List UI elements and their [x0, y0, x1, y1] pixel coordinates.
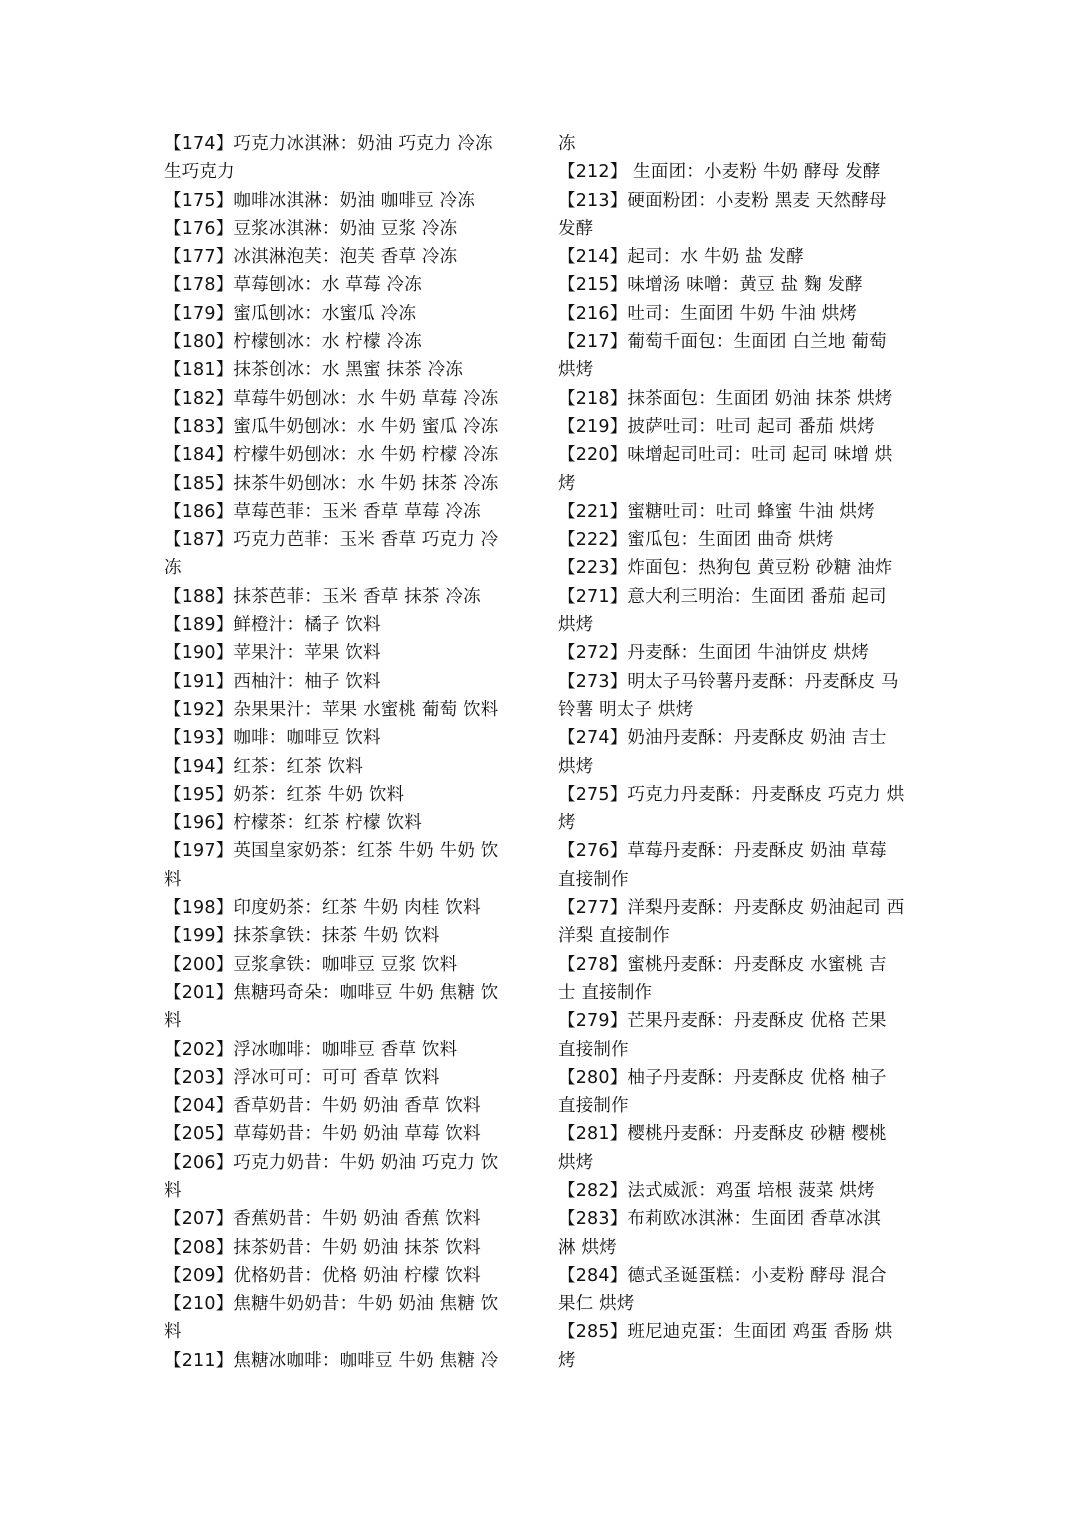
text-line: 【218】抹茶面包：生面团 奶油 抹茶 烘烤: [558, 388, 893, 409]
left-column: [164, 130, 534, 1375]
text-line: 直接制作: [558, 869, 629, 890]
text-line: 料: [164, 1322, 182, 1343]
text-line: 【196】柠檬茶：红茶 柠檬 饮料: [164, 813, 422, 834]
text-line: 烘烤: [558, 615, 594, 636]
text-line: 料: [164, 869, 182, 890]
text-line: 【184】柠檬牛奶刨冰：水 牛奶 柠檬 冷冻: [164, 445, 499, 466]
text-line: 【281】樱桃丹麦酥：丹麦酥皮 砂糖 樱桃: [558, 1124, 887, 1145]
text-line: 士 直接制作: [558, 982, 653, 1003]
text-line: 【180】柠檬刨冰：水 柠檬 冷冻: [164, 332, 422, 353]
text-line: 【215】味增汤 味噌：黄豆 盐 麴 发酵: [558, 275, 863, 296]
text-line: 料: [164, 1011, 182, 1032]
text-line: 【175】咖啡冰淇淋：奶油 咖啡豆 冷冻: [164, 190, 476, 211]
text-line: 【205】草莓奶昔：牛奶 奶油 草莓 饮料: [164, 1124, 481, 1145]
text-line: 【190】苹果汁：苹果 饮料: [164, 643, 381, 664]
text-line: 【275】巧克力丹麦酥：丹麦酥皮 巧克力 烘: [558, 784, 905, 805]
text-line: 【274】奶油丹麦酥：丹麦酥皮 奶油 吉士: [558, 728, 887, 749]
text-line: 洋梨 直接制作: [558, 926, 670, 947]
text-line: 【174】巧克力冰淇淋：奶油 巧克力 冷冻: [164, 134, 493, 154]
text-line: 【194】红茶：红茶 饮料: [164, 756, 364, 777]
text-line: 【214】起司：水 牛奶 盐 发酵: [558, 247, 804, 268]
text-line: 【220】味增起司吐司：吐司 起司 味增 烘: [558, 445, 893, 466]
text-line: 【213】硬面粉团：小麦粉 黑麦 天然酵母: [558, 190, 887, 211]
text-line: 【219】披萨吐司：吐司 起司 番茄 烘烤: [558, 416, 875, 437]
text-line: 【178】草莓刨冰：水 草莓 冷冻: [164, 275, 422, 296]
text-line: 【203】浮冰可可：可可 香草 饮料: [164, 1067, 440, 1088]
text-line: 【273】明太子马铃薯丹麦酥：丹麦酥皮 马: [558, 671, 899, 692]
text-line: 【197】英国皇家奶茶：红茶 牛奶 牛奶 饮: [164, 841, 499, 862]
text-line: 【176】豆浆冰淇淋：奶油 豆浆 冷冻: [164, 218, 458, 239]
text-line: 【222】蜜瓜包：生面团 曲奇 烘烤: [558, 530, 834, 551]
text-line: 【217】葡萄千面包：生面团 白兰地 葡萄: [558, 332, 887, 353]
right-column: [558, 130, 928, 1375]
text-line: 烘烤: [558, 1152, 594, 1173]
text-line: 【200】豆浆拿铁：咖啡豆 豆浆 饮料: [164, 954, 458, 975]
text-line: 【280】柚子丹麦酥：丹麦酥皮 优格 柚子: [558, 1067, 887, 1088]
text-line: 【285】班尼迪克蛋：生面团 鸡蛋 香肠 烘: [558, 1322, 893, 1343]
text-line: 【210】焦糖牛奶奶昔：牛奶 奶油 焦糖 饮: [164, 1294, 499, 1315]
text-line: 【216】吐司：生面团 牛奶 牛油 烘烤: [558, 303, 858, 324]
text-line: 【272】丹麦酥：生面团 牛油饼皮 烘烤: [558, 643, 870, 664]
text-line: 生巧克力: [164, 162, 235, 183]
text-line: 直接制作: [558, 1096, 629, 1117]
text-line: 【189】鲜橙汁：橘子 饮料: [164, 615, 381, 636]
text-line: 直接制作: [558, 1039, 629, 1060]
text-line: 【182】草莓牛奶刨冰：水 牛奶 草莓 冷冻: [164, 388, 499, 409]
text-line: 【278】蜜桃丹麦酥：丹麦酥皮 水蜜桃 吉: [558, 954, 887, 975]
text-line: 烘烤: [558, 756, 594, 777]
text-line: 【211】焦糖冰咖啡：咖啡豆 牛奶 焦糖 冷: [164, 1350, 499, 1371]
text-line: 【179】蜜瓜刨冰：水蜜瓜 冷冻: [164, 303, 417, 324]
text-line: 烤: [558, 473, 576, 494]
text-line: 【208】抹茶奶昔：牛奶 奶油 抹茶 饮料: [164, 1237, 481, 1258]
text-line: 【221】蜜糖吐司：吐司 蜂蜜 牛油 烘烤: [558, 501, 875, 522]
text-line: 【198】印度奶茶：红茶 牛奶 肉桂 饮料: [164, 898, 481, 919]
text-line: 果仁 烘烤: [558, 1294, 635, 1315]
text-line: 【199】抹茶拿铁：抹茶 牛奶 饮料: [164, 926, 440, 947]
text-line: 【195】奶茶：红茶 牛奶 饮料: [164, 784, 405, 805]
text-line: 【177】冰淇淋泡芙：泡芙 香草 冷冻: [164, 247, 458, 268]
text-line: 【181】抹茶创冰：水 黑蜜 抹茶 冷冻: [164, 360, 464, 381]
text-line: 【276】草莓丹麦酥：丹麦酥皮 奶油 草莓: [558, 841, 887, 862]
text-line: 【223】炸面包：热狗包 黄豆粉 砂糖 油炸: [558, 558, 893, 579]
text-line: 【279】芒果丹麦酥：丹麦酥皮 优格 芒果: [558, 1011, 887, 1032]
text-line: 【191】西柚汁：柚子 饮料: [164, 671, 381, 692]
text-line: 淋 烘烤: [558, 1237, 617, 1258]
text-line: 【207】香蕉奶昔：牛奶 奶油 香蕉 饮料: [164, 1209, 481, 1230]
text-line: 【282】法式威派：鸡蛋 培根 菠菜 烘烤: [558, 1180, 875, 1201]
text-line: 【185】抹茶牛奶刨冰：水 牛奶 抹茶 冷冻: [164, 473, 499, 494]
text-line: 【193】咖啡：咖啡豆 饮料: [164, 728, 381, 749]
text-line: 【284】德式圣诞蛋糕：小麦粉 酵母 混合: [558, 1265, 887, 1286]
text-line: 烤: [558, 1350, 576, 1371]
text-line: 【186】草莓芭菲：玉米 香草 草莓 冷冻: [164, 501, 481, 522]
text-line: 【187】巧克力芭菲：玉米 香草 巧克力 冷: [164, 530, 499, 551]
text-line: 【271】意大利三明治：生面团 番茄 起司: [558, 586, 887, 607]
text-line: 【183】蜜瓜牛奶刨冰：水 牛奶 蜜瓜 冷冻: [164, 416, 499, 437]
text-line: 【204】香草奶昔：牛奶 奶油 香草 饮料: [164, 1096, 481, 1117]
text-line: 烤: [558, 813, 576, 834]
text-line: 【283】布莉欧冰淇淋：生面团 香草冰淇: [558, 1209, 881, 1230]
text-line: 烘烤: [558, 360, 594, 381]
text-line: 【201】焦糖玛奇朵：咖啡豆 牛奶 焦糖 饮: [164, 982, 499, 1003]
text-line: 【209】优格奶昔：优格 奶油 柠檬 饮料: [164, 1265, 481, 1286]
text-line: 冻: [164, 558, 182, 579]
text-line: 【212】 生面团：小麦粉 牛奶 酵母 发酵: [558, 162, 881, 183]
text-line: 【202】浮冰咖啡：咖啡豆 香草 饮料: [164, 1039, 458, 1060]
text-line: 冻: [558, 134, 576, 154]
text-line: 【192】杂果果汁：苹果 水蜜桃 葡萄 饮料: [164, 699, 499, 720]
text-line: 料: [164, 1180, 182, 1201]
text-line: 【277】洋梨丹麦酥：丹麦酥皮 奶油起司 西: [558, 898, 905, 919]
text-line: 【206】巧克力奶昔：牛奶 奶油 巧克力 饮: [164, 1152, 499, 1173]
text-line: 铃薯 明太子 烘烤: [558, 699, 694, 720]
text-line: 发酵: [558, 218, 594, 239]
text-line: 【188】抹茶芭菲：玉米 香草 抹茶 冷冻: [164, 586, 481, 607]
